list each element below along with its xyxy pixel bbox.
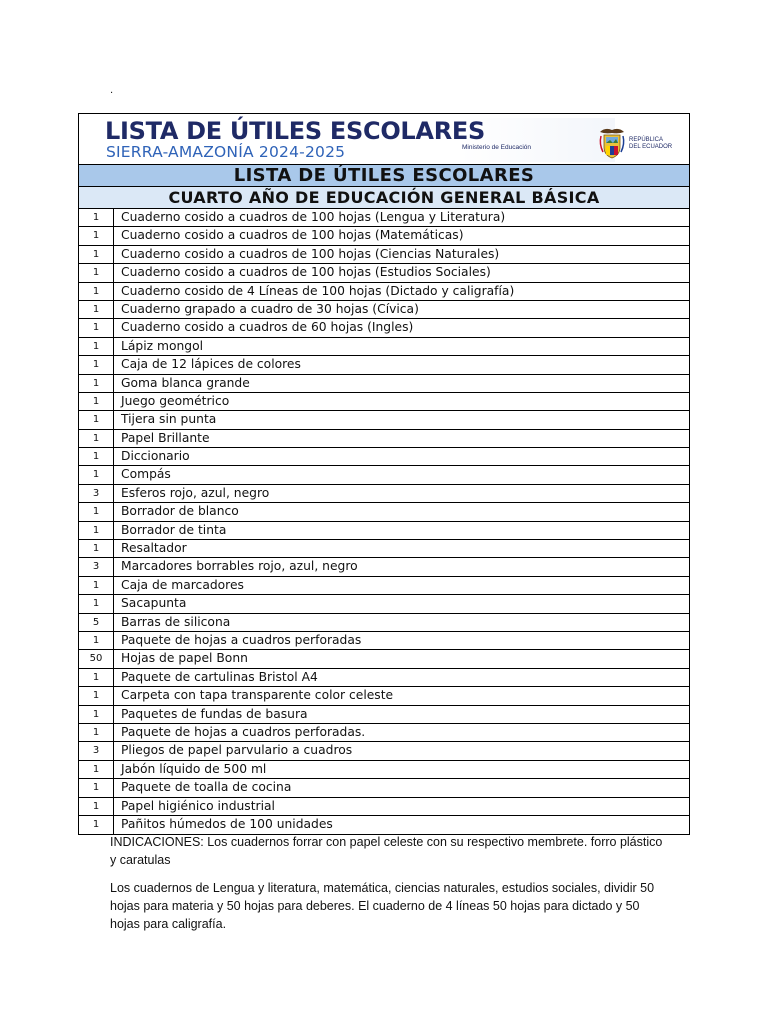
table-row bbox=[79, 577, 689, 595]
quantity-cell: 1 bbox=[79, 264, 114, 281]
table-row bbox=[79, 227, 689, 245]
table-row bbox=[79, 742, 689, 760]
quantity-cell: 1 bbox=[79, 577, 114, 594]
quantity-cell: 1 bbox=[79, 319, 114, 336]
item-cell: Lápiz mongol bbox=[121, 338, 204, 353]
banner-title: LISTA DE ÚTILES ESCOLARES bbox=[105, 117, 485, 145]
quantity-cell: 1 bbox=[79, 246, 114, 263]
quantity-cell: 1 bbox=[79, 448, 114, 465]
table-row bbox=[79, 375, 689, 393]
quantity-cell: 1 bbox=[79, 301, 114, 318]
republica-line-2: DEL ECUADOR bbox=[629, 144, 673, 150]
quantity-cell: 1 bbox=[79, 466, 114, 483]
table-row bbox=[79, 209, 689, 227]
quantity-cell: 1 bbox=[79, 393, 114, 410]
quantity-cell: 1 bbox=[79, 356, 114, 373]
indicaciones-note: INDICACIONES: Los cuadernos forrar con papel celeste con su respectivo membrete. forro plástico y caratulas bbox=[110, 835, 663, 867]
quantity-cell: 1 bbox=[79, 522, 114, 539]
quantity-cell: 1 bbox=[79, 669, 114, 686]
republica-line-1: REPÚBLICA bbox=[629, 137, 664, 143]
item-cell: Marcadores borrables rojo, azul, negro bbox=[121, 559, 358, 574]
table-row bbox=[79, 246, 689, 264]
table-row bbox=[79, 540, 689, 558]
quantity-cell: 1 bbox=[79, 779, 114, 796]
supply-table bbox=[79, 209, 689, 834]
quantity-cell: 1 bbox=[79, 706, 114, 723]
quantity-cell: 1 bbox=[79, 283, 114, 300]
republica-label bbox=[629, 137, 672, 151]
table-row bbox=[79, 264, 689, 282]
table-row bbox=[79, 338, 689, 356]
item-cell: Cuaderno cosido de 4 Líneas de 100 hojas (Dictado y caligrafía) bbox=[121, 283, 515, 298]
table-row bbox=[79, 761, 689, 779]
table-row bbox=[79, 779, 689, 797]
item-cell: Caja de marcadores bbox=[121, 577, 244, 592]
table-row bbox=[79, 485, 689, 503]
item-cell: Carpeta con tapa transparente color celeste bbox=[121, 688, 394, 703]
table-row bbox=[79, 632, 689, 650]
supply-list-sheet bbox=[78, 113, 690, 835]
ministry-banner bbox=[79, 114, 689, 165]
table-row bbox=[79, 283, 689, 301]
quantity-cell: 50 bbox=[79, 650, 114, 667]
item-cell: Tijera sin punta bbox=[121, 412, 217, 427]
quantity-cell: 1 bbox=[79, 816, 114, 834]
quantity-cell: 1 bbox=[79, 375, 114, 392]
item-cell: Borrador de blanco bbox=[121, 504, 239, 519]
table-row bbox=[79, 798, 689, 816]
item-cell: Esferos rojo, azul, negro bbox=[121, 485, 270, 500]
quantity-cell: 1 bbox=[79, 687, 114, 704]
table-row bbox=[79, 558, 689, 576]
table-row bbox=[79, 724, 689, 742]
item-cell: Goma blanca grande bbox=[121, 375, 250, 390]
item-cell: Cuaderno cosido a cuadros de 100 hojas (Ciencias Naturales) bbox=[121, 246, 500, 261]
quantity-cell: 5 bbox=[79, 614, 114, 631]
table-row bbox=[79, 522, 689, 540]
item-cell: Diccionario bbox=[121, 449, 190, 464]
item-cell: Borrador de tinta bbox=[121, 522, 227, 537]
quantity-cell: 1 bbox=[79, 430, 114, 447]
quantity-cell: 1 bbox=[79, 761, 114, 778]
table-row bbox=[79, 430, 689, 448]
item-cell: Sacapunta bbox=[121, 596, 187, 611]
top-mark: . bbox=[110, 85, 114, 96]
item-cell: Cuaderno cosido a cuadros de 100 hojas (Lengua y Literatura) bbox=[121, 210, 506, 224]
item-cell: Paquete de hojas a cuadros perforadas bbox=[121, 632, 362, 647]
quantity-cell: 1 bbox=[79, 338, 114, 355]
item-cell: Pañitos húmedos de 100 unidades bbox=[121, 816, 333, 831]
item-cell: Cuaderno cosido a cuadros de 100 hojas (Estudios Sociales) bbox=[121, 265, 491, 280]
table-row bbox=[79, 319, 689, 337]
item-cell: Papel Brillante bbox=[121, 430, 210, 445]
quantity-cell: 1 bbox=[79, 503, 114, 520]
item-cell: Resaltador bbox=[121, 541, 187, 556]
ecuador-coat-of-arms-icon bbox=[597, 126, 627, 160]
item-cell: Caja de 12 lápices de colores bbox=[121, 357, 301, 372]
notes-section bbox=[110, 833, 670, 943]
table-row bbox=[79, 816, 689, 834]
quantity-cell: 1 bbox=[79, 227, 114, 244]
quantity-cell: 1 bbox=[79, 798, 114, 815]
table-row bbox=[79, 687, 689, 705]
item-cell: Cuaderno cosido a cuadros de 60 hojas (Ingles) bbox=[121, 320, 414, 335]
list-title: LISTA DE ÚTILES ESCOLARES bbox=[79, 165, 689, 187]
table-row bbox=[79, 595, 689, 613]
table-row bbox=[79, 448, 689, 466]
item-cell: Paquete de hojas a cuadros perforadas. bbox=[121, 724, 366, 739]
division-note: Los cuadernos de Lengua y literatura, matemática, ciencias naturales, estudios sociales, dividir 50 hojas para materia y 50 hojas para deberes. El cuaderno de 4 líneas 50 hojas para dictado y 50 hojas para caligrafía. bbox=[110, 881, 655, 931]
table-row bbox=[79, 301, 689, 319]
banner-subtitle: SIERRA-AMAZONÍA 2024-2025 bbox=[106, 143, 346, 161]
quantity-cell: 1 bbox=[79, 632, 114, 649]
quantity-cell: 1 bbox=[79, 724, 114, 741]
item-cell: Hojas de papel Bonn bbox=[121, 651, 248, 666]
item-cell: Paquete de cartulinas Bristol A4 bbox=[121, 669, 318, 684]
item-cell: Paquete de toalla de cocina bbox=[121, 780, 292, 795]
item-cell: Cuaderno grapado a cuadro de 30 hojas (Cívica) bbox=[121, 301, 419, 316]
table-row bbox=[79, 669, 689, 687]
table-row bbox=[79, 393, 689, 411]
table-row bbox=[79, 614, 689, 632]
item-cell: Compás bbox=[121, 467, 171, 482]
item-cell: Barras de silicona bbox=[121, 614, 231, 629]
table-row bbox=[79, 706, 689, 724]
item-cell: Cuaderno cosido a cuadros de 100 hojas (Matemáticas) bbox=[121, 228, 464, 243]
quantity-cell: 1 bbox=[79, 209, 114, 226]
grade-title: CUARTO AÑO DE EDUCACIÓN GENERAL BÁSICA bbox=[79, 187, 689, 209]
item-cell: Juego geométrico bbox=[121, 393, 230, 408]
item-cell: Jabón líquido de 500 ml bbox=[121, 761, 267, 776]
quantity-cell: 1 bbox=[79, 595, 114, 612]
quantity-cell: 1 bbox=[79, 540, 114, 557]
table-row bbox=[79, 411, 689, 429]
item-cell: Papel higiénico industrial bbox=[121, 798, 275, 813]
quantity-cell: 3 bbox=[79, 558, 114, 575]
quantity-cell: 3 bbox=[79, 742, 114, 759]
quantity-cell: 3 bbox=[79, 485, 114, 502]
item-cell: Pliegos de papel parvulario a cuadros bbox=[121, 743, 353, 758]
table-row bbox=[79, 503, 689, 521]
quantity-cell: 1 bbox=[79, 411, 114, 428]
item-cell: Paquetes de fundas de basura bbox=[121, 706, 308, 721]
table-row bbox=[79, 466, 689, 484]
table-row bbox=[79, 650, 689, 668]
table-row bbox=[79, 356, 689, 374]
ministerio-label: Ministerio de Educación bbox=[462, 144, 532, 151]
